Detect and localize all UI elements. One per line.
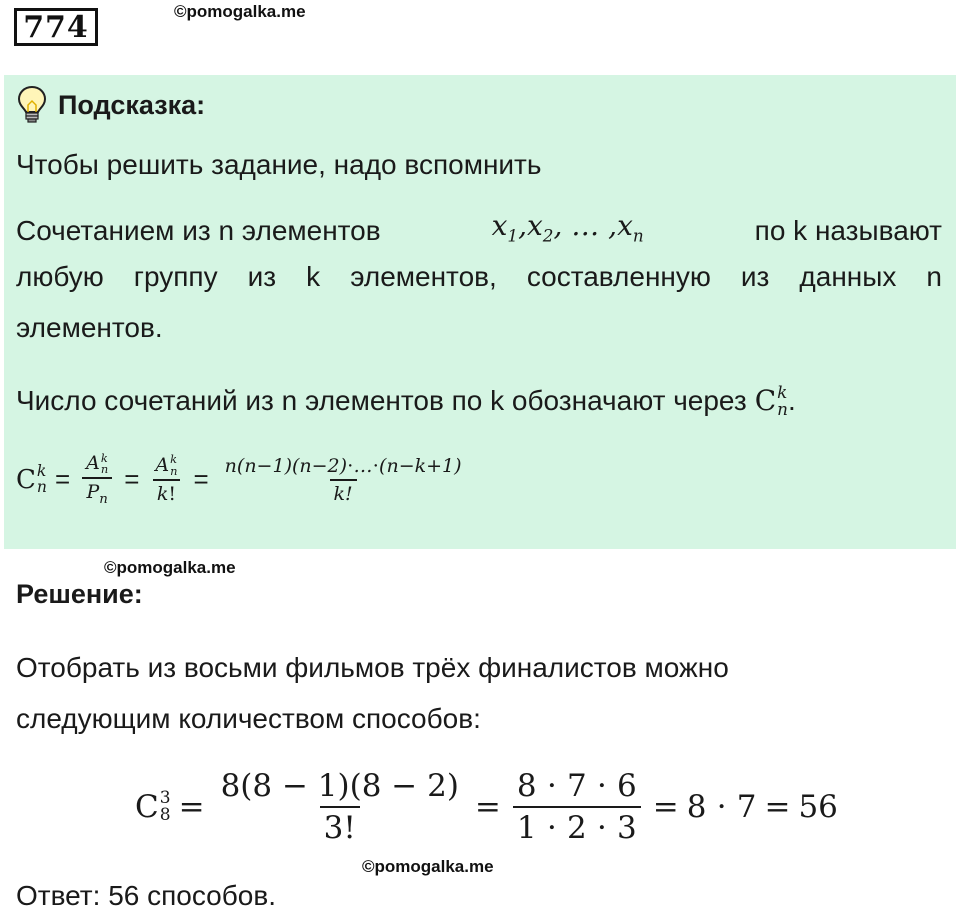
- combination-symbol: C: [754, 384, 777, 417]
- formula-combination: C: [16, 464, 36, 495]
- notation-text: Число сочетаний из n элементов по k обозначают через: [16, 385, 747, 416]
- lightbulb-icon: [16, 85, 48, 125]
- answer-text: Ответ: 56 способов.: [16, 880, 276, 911]
- hint-definition-line2: любую группу из k элементов, составленную из данных n: [16, 261, 942, 292]
- hint-notation: Число сочетаний из n элементов по k обозначают через C k n .: [16, 376, 796, 426]
- solution-fraction-2: $\frac{8 \cdot 7 \cdot 6}{1 \cdot 2 \cdot 3}$: [513, 768, 641, 846]
- solution-title: Решение:: [16, 579, 143, 609]
- hint-title: [16, 83, 205, 127]
- hint-definition-line3: элементов.: [16, 312, 163, 343]
- solution-result: 56: [798, 789, 838, 825]
- definition-text-part2: по k называют: [754, 214, 942, 246]
- solution-line1: Отобрать из восьми фильмов трёх финалистов можно: [16, 652, 729, 683]
- hint-formula: C k n = A k n $P_n$ = A k n k! = $\frac{n(n-1)(n-2)\cdot\dots\cdot(n-k+1)}{k!}$: [16, 452, 470, 507]
- solution-combination: C: [135, 789, 159, 825]
- watermark-top: ©pomogalka.me: [174, 2, 306, 21]
- solution-fraction-1: $\frac{8(8 - 1)(8 - 2)}{3!}$: [220, 768, 459, 846]
- watermark-middle: ©pomogalka.me: [104, 558, 236, 577]
- fraction-product-over-factorial: $\frac{n(n-1)(n-2)\cdot\dots\cdot(n-k+1)}{k!}$: [224, 454, 462, 505]
- hint-intro: Чтобы решить задание, надо вспомнить: [16, 149, 542, 180]
- solution-formula: C 3 8 = $\frac{8(8 - 1)(8 - 2)}{3!}$ = $\frac{8 \cdot 7 \cdot 6}{1 \cdot 2 \cdot 3}$ = 8 ⋅ 7 = 56: [135, 768, 838, 846]
- definition-text-part1: Сочетанием из n элементов: [16, 214, 381, 246]
- task-number: 774: [14, 8, 98, 46]
- elements-sequence: $x_1,x_2$, … $,x_n$: [491, 209, 644, 246]
- hint-title-text: Подсказка:: [58, 89, 206, 120]
- watermark-bottom: ©pomogalka.me: [362, 857, 494, 876]
- fraction-a-over-p: A k n $P_n$: [82, 452, 112, 507]
- fraction-a-over-factorial: A k n k!: [151, 454, 181, 505]
- solution-line2: следующим количеством способов:: [16, 703, 481, 734]
- combination-indices: k n: [777, 382, 788, 419]
- solution-product: 8 ⋅ 7: [686, 789, 757, 825]
